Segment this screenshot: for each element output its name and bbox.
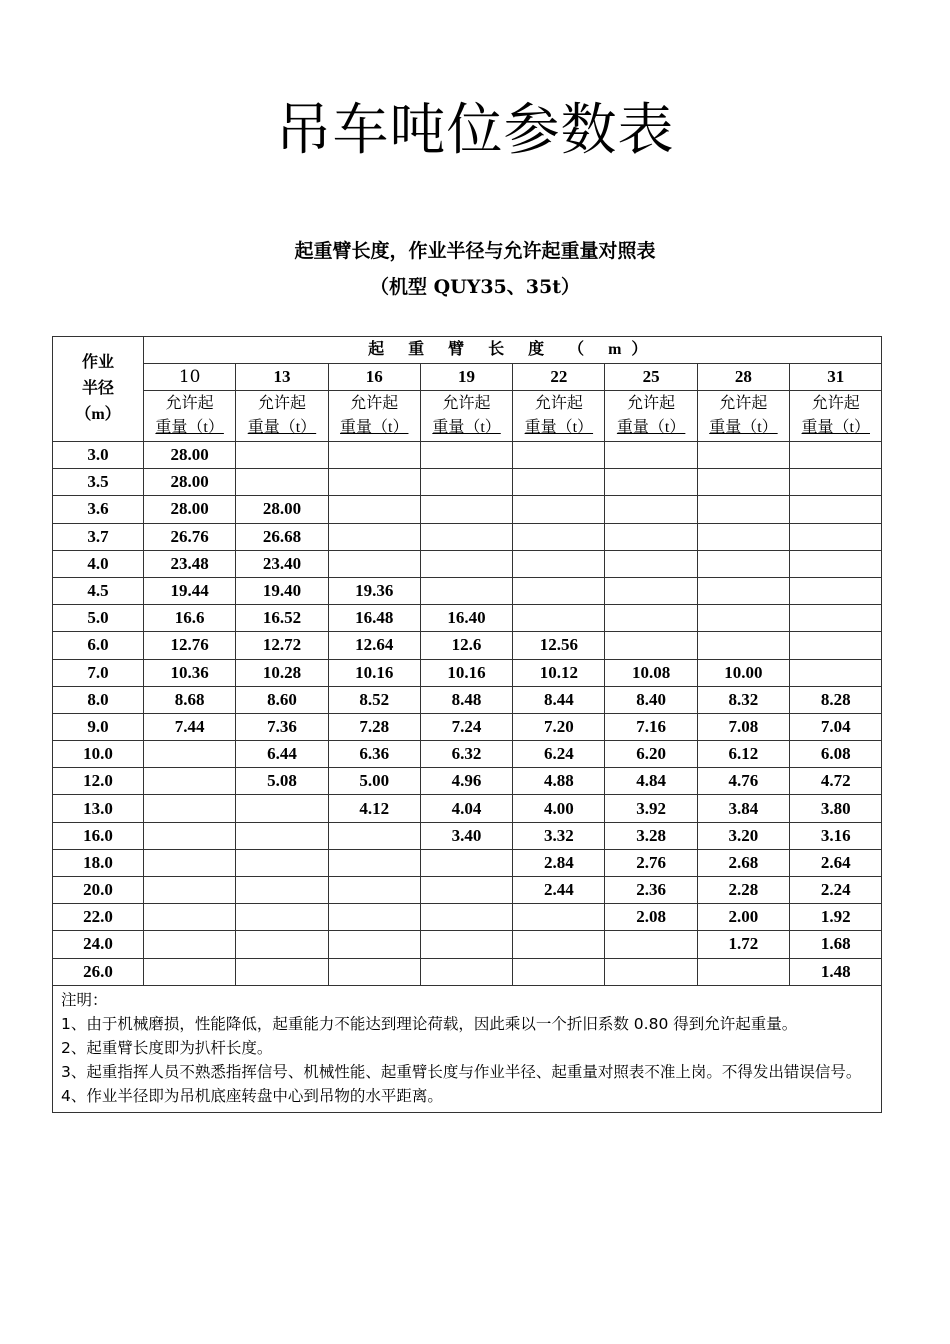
radius-cell: 4.5 (53, 577, 144, 604)
capacity-cell: 10.28 (236, 659, 328, 686)
boom-length-25: 25 (605, 364, 697, 391)
capacity-cell (513, 577, 605, 604)
capacity-cell: 3.84 (697, 795, 789, 822)
capacity-cell: 7.08 (697, 713, 789, 740)
capacity-label-row (53, 391, 882, 442)
capacity-cell (697, 577, 789, 604)
capacity-cell: 4.88 (513, 768, 605, 795)
capacity-cell: 28.00 (144, 442, 236, 469)
capacity-label-line1: 允许起 (811, 395, 860, 412)
capacity-cell: 1.48 (790, 958, 882, 985)
capacity-cell (236, 442, 328, 469)
capacity-cell: 1.72 (697, 931, 789, 958)
capacity-cell (144, 904, 236, 931)
capacity-cell (328, 877, 420, 904)
radius-cell: 26.0 (53, 958, 144, 985)
capacity-cell (236, 931, 328, 958)
capacity-cell: 4.00 (513, 795, 605, 822)
boom-length-28: 28 (697, 364, 789, 391)
radius-cell: 22.0 (53, 904, 144, 931)
notes-cell (53, 985, 882, 1112)
capacity-label-line1: 允许起 (442, 395, 491, 412)
radius-cell: 20.0 (53, 877, 144, 904)
capacity-label (144, 391, 236, 442)
capacity-cell (420, 877, 512, 904)
capacity-cell (605, 931, 697, 958)
capacity-cell (513, 496, 605, 523)
capacity-cell (236, 795, 328, 822)
capacity-cell (144, 931, 236, 958)
capacity-cell (605, 958, 697, 985)
capacity-label-line2: 重量（t） (247, 419, 317, 436)
capacity-cell (328, 550, 420, 577)
notes-heading: 注明： (61, 990, 108, 1009)
table-row (53, 904, 882, 931)
capacity-label (328, 391, 420, 442)
capacity-cell (420, 577, 512, 604)
table-row (53, 632, 882, 659)
capacity-cell (697, 469, 789, 496)
capacity-cell (144, 795, 236, 822)
capacity-label-line1: 允许起 (627, 395, 676, 412)
boom-length-22: 22 (513, 364, 605, 391)
capacity-cell: 19.36 (328, 577, 420, 604)
capacity-cell (328, 822, 420, 849)
boom-length-13: 13 (236, 364, 328, 391)
capacity-cell: 12.76 (144, 632, 236, 659)
table-row (53, 877, 882, 904)
capacity-cell: 6.24 (513, 741, 605, 768)
capacity-cell (236, 877, 328, 904)
capacity-cell (513, 904, 605, 931)
capacity-cell (513, 550, 605, 577)
radius-cell: 9.0 (53, 713, 144, 740)
capacity-cell (697, 958, 789, 985)
capacity-cell: 23.40 (236, 550, 328, 577)
boom-length-16: 16 (328, 364, 420, 391)
capacity-cell: 7.20 (513, 713, 605, 740)
capacity-cell (605, 496, 697, 523)
capacity-cell: 16.48 (328, 605, 420, 632)
capacity-cell: 8.28 (790, 686, 882, 713)
load-chart-table (52, 336, 882, 1113)
capacity-cell: 8.52 (328, 686, 420, 713)
table-row (53, 741, 882, 768)
capacity-cell: 8.68 (144, 686, 236, 713)
capacity-cell (420, 931, 512, 958)
capacity-cell (790, 496, 882, 523)
capacity-cell: 2.28 (697, 877, 789, 904)
capacity-cell (697, 496, 789, 523)
capacity-cell (513, 605, 605, 632)
radius-cell: 4.0 (53, 550, 144, 577)
radius-cell: 3.6 (53, 496, 144, 523)
capacity-cell (328, 469, 420, 496)
capacity-cell (697, 632, 789, 659)
capacity-cell: 3.92 (605, 795, 697, 822)
capacity-cell: 7.24 (420, 713, 512, 740)
capacity-cell: 8.40 (605, 686, 697, 713)
radius-header (53, 337, 144, 442)
capacity-cell (513, 442, 605, 469)
capacity-cell: 7.04 (790, 713, 882, 740)
capacity-cell: 8.44 (513, 686, 605, 713)
capacity-cell: 3.40 (420, 822, 512, 849)
capacity-cell: 10.16 (420, 659, 512, 686)
capacity-cell: 2.84 (513, 849, 605, 876)
capacity-cell: 3.16 (790, 822, 882, 849)
radius-cell: 5.0 (53, 605, 144, 632)
capacity-cell: 2.76 (605, 849, 697, 876)
table-row (53, 469, 882, 496)
radius-cell: 10.0 (53, 741, 144, 768)
capacity-cell: 4.76 (697, 768, 789, 795)
capacity-cell: 2.68 (697, 849, 789, 876)
capacity-label-line1: 允许起 (350, 395, 399, 412)
capacity-cell (236, 849, 328, 876)
capacity-cell (236, 469, 328, 496)
capacity-label-line2: 重量（t） (616, 419, 686, 436)
table-row (53, 849, 882, 876)
capacity-cell (605, 632, 697, 659)
capacity-cell: 2.24 (790, 877, 882, 904)
capacity-cell: 6.08 (790, 741, 882, 768)
table-row (53, 768, 882, 795)
capacity-cell (236, 904, 328, 931)
capacity-cell: 10.08 (605, 659, 697, 686)
table-row (53, 822, 882, 849)
capacity-cell: 6.20 (605, 741, 697, 768)
radius-cell: 6.0 (53, 632, 144, 659)
capacity-cell (420, 958, 512, 985)
capacity-cell (790, 469, 882, 496)
radius-cell: 16.0 (53, 822, 144, 849)
capacity-cell (790, 577, 882, 604)
table-row (53, 659, 882, 686)
radius-cell: 3.5 (53, 469, 144, 496)
table-row (53, 958, 882, 985)
capacity-cell (605, 550, 697, 577)
radius-cell: 7.0 (53, 659, 144, 686)
capacity-cell (236, 958, 328, 985)
capacity-cell: 12.6 (420, 632, 512, 659)
capacity-cell: 12.72 (236, 632, 328, 659)
capacity-label-line1: 允许起 (165, 395, 214, 412)
machine-model: （机型 QUY35、35t） (370, 276, 580, 298)
radius-header-unit: （m） (75, 406, 121, 423)
radius-cell: 24.0 (53, 931, 144, 958)
capacity-cell (697, 523, 789, 550)
table-row (53, 496, 882, 523)
page-title: 吊车吨位参数表 (275, 98, 675, 163)
capacity-cell: 6.36 (328, 741, 420, 768)
table-row (53, 686, 882, 713)
capacity-cell: 2.64 (790, 849, 882, 876)
capacity-cell: 4.84 (605, 768, 697, 795)
capacity-label-line2: 重量（t） (155, 419, 224, 436)
radius-cell: 3.0 (53, 442, 144, 469)
capacity-cell: 8.48 (420, 686, 512, 713)
capacity-cell (513, 958, 605, 985)
capacity-cell (697, 550, 789, 577)
capacity-cell (236, 822, 328, 849)
capacity-cell: 3.80 (790, 795, 882, 822)
boom-length-header: 起 重 臂 长 度 （ m） (144, 337, 882, 364)
load-chart-body (53, 442, 882, 986)
capacity-cell (420, 496, 512, 523)
capacity-cell (790, 442, 882, 469)
capacity-cell: 2.08 (605, 904, 697, 931)
capacity-cell: 28.00 (144, 469, 236, 496)
capacity-cell (420, 442, 512, 469)
capacity-cell: 16.6 (144, 605, 236, 632)
table-row (53, 605, 882, 632)
capacity-cell (328, 849, 420, 876)
table-subtitle: 起重臂长度，作业半径与允许起重量对照表 (294, 240, 656, 262)
capacity-cell (144, 958, 236, 985)
capacity-label (236, 391, 328, 442)
capacity-cell (144, 768, 236, 795)
capacity-cell (328, 523, 420, 550)
table-row (53, 795, 882, 822)
capacity-cell (420, 523, 512, 550)
table-row (53, 931, 882, 958)
capacity-cell: 4.96 (420, 768, 512, 795)
capacity-cell: 19.44 (144, 577, 236, 604)
capacity-cell (697, 442, 789, 469)
boom-length-10: 10 (144, 364, 236, 391)
capacity-cell: 3.32 (513, 822, 605, 849)
capacity-cell: 1.92 (790, 904, 882, 931)
capacity-label (513, 391, 605, 442)
note-item-4: 4、作业半径即为吊机底座转盘中心到吊物的水平距离。 (61, 1086, 443, 1105)
capacity-cell (420, 849, 512, 876)
capacity-cell: 4.04 (420, 795, 512, 822)
capacity-cell (328, 958, 420, 985)
table-row (53, 550, 882, 577)
radius-header-line2: 半径 (81, 380, 114, 397)
capacity-cell (144, 877, 236, 904)
capacity-cell: 4.12 (328, 795, 420, 822)
capacity-cell (328, 904, 420, 931)
capacity-cell: 7.44 (144, 713, 236, 740)
radius-cell: 3.7 (53, 523, 144, 550)
capacity-cell: 7.36 (236, 713, 328, 740)
capacity-cell (513, 523, 605, 550)
capacity-cell: 5.08 (236, 768, 328, 795)
capacity-cell: 19.40 (236, 577, 328, 604)
capacity-cell: 5.00 (328, 768, 420, 795)
capacity-cell: 28.00 (144, 496, 236, 523)
capacity-cell: 12.56 (513, 632, 605, 659)
capacity-cell: 3.28 (605, 822, 697, 849)
capacity-cell (144, 741, 236, 768)
capacity-label-line1: 允许起 (719, 395, 768, 412)
capacity-cell (513, 469, 605, 496)
note-item-3: 3、起重指挥人员不熟悉指挥信号、机械性能、起重臂长度与作业半径、起重量对照表不准上岗。不得发出错误信号。 (61, 1062, 862, 1081)
capacity-cell (144, 822, 236, 849)
capacity-cell (513, 931, 605, 958)
capacity-label-line1: 允许起 (534, 395, 583, 412)
boom-length-row (53, 364, 882, 391)
capacity-cell: 6.12 (697, 741, 789, 768)
capacity-cell: 6.32 (420, 741, 512, 768)
capacity-label-line2: 重量（t） (432, 419, 501, 436)
capacity-cell: 10.36 (144, 659, 236, 686)
note-item-2: 2、起重臂长度即为扒杆长度。 (61, 1038, 273, 1057)
capacity-cell: 7.16 (605, 713, 697, 740)
capacity-cell: 3.20 (697, 822, 789, 849)
capacity-cell (605, 577, 697, 604)
capacity-label-line1: 允许起 (257, 395, 306, 412)
radius-cell: 13.0 (53, 795, 144, 822)
capacity-cell (605, 605, 697, 632)
capacity-cell: 1.68 (790, 931, 882, 958)
table-row (53, 442, 882, 469)
radius-cell: 18.0 (53, 849, 144, 876)
boom-length-31: 31 (790, 364, 882, 391)
radius-header-line1: 作业 (81, 354, 114, 371)
note-item-1: 1、由于机械磨损，性能降低，起重能力不能达到理论荷载，因此乘以一个折旧系数 0.80 得到允许起重量。 (61, 1014, 798, 1033)
capacity-cell (605, 442, 697, 469)
capacity-cell: 16.40 (420, 605, 512, 632)
capacity-label (605, 391, 697, 442)
capacity-label-line2: 重量（t） (524, 419, 594, 436)
capacity-cell (790, 605, 882, 632)
capacity-cell: 4.72 (790, 768, 882, 795)
capacity-cell: 2.36 (605, 877, 697, 904)
capacity-label-line2: 重量（t） (801, 419, 870, 436)
capacity-cell (605, 469, 697, 496)
capacity-label (697, 391, 789, 442)
capacity-cell (790, 550, 882, 577)
capacity-cell (144, 849, 236, 876)
radius-cell: 12.0 (53, 768, 144, 795)
capacity-cell (420, 904, 512, 931)
capacity-cell (697, 605, 789, 632)
capacity-cell: 2.44 (513, 877, 605, 904)
capacity-cell (328, 496, 420, 523)
capacity-cell (420, 550, 512, 577)
capacity-cell: 28.00 (236, 496, 328, 523)
capacity-cell: 10.00 (697, 659, 789, 686)
capacity-cell: 8.32 (697, 686, 789, 713)
boom-length-19: 19 (420, 364, 512, 391)
capacity-cell (605, 523, 697, 550)
capacity-cell: 10.16 (328, 659, 420, 686)
table-row (53, 577, 882, 604)
capacity-cell: 12.64 (328, 632, 420, 659)
capacity-label (420, 391, 512, 442)
table-row (53, 523, 882, 550)
capacity-cell: 6.44 (236, 741, 328, 768)
capacity-label-line2: 重量（t） (340, 419, 409, 436)
table-row (53, 713, 882, 740)
capacity-cell: 23.48 (144, 550, 236, 577)
radius-cell: 8.0 (53, 686, 144, 713)
capacity-cell (790, 659, 882, 686)
capacity-cell: 26.76 (144, 523, 236, 550)
capacity-cell (420, 469, 512, 496)
capacity-label-line2: 重量（t） (709, 419, 778, 436)
capacity-label (790, 391, 882, 442)
capacity-cell: 7.28 (328, 713, 420, 740)
capacity-cell: 10.12 (513, 659, 605, 686)
capacity-cell (790, 523, 882, 550)
capacity-cell (328, 442, 420, 469)
capacity-cell: 26.68 (236, 523, 328, 550)
capacity-cell: 2.00 (697, 904, 789, 931)
capacity-cell (328, 931, 420, 958)
capacity-cell: 8.60 (236, 686, 328, 713)
capacity-cell: 16.52 (236, 605, 328, 632)
capacity-cell (790, 632, 882, 659)
